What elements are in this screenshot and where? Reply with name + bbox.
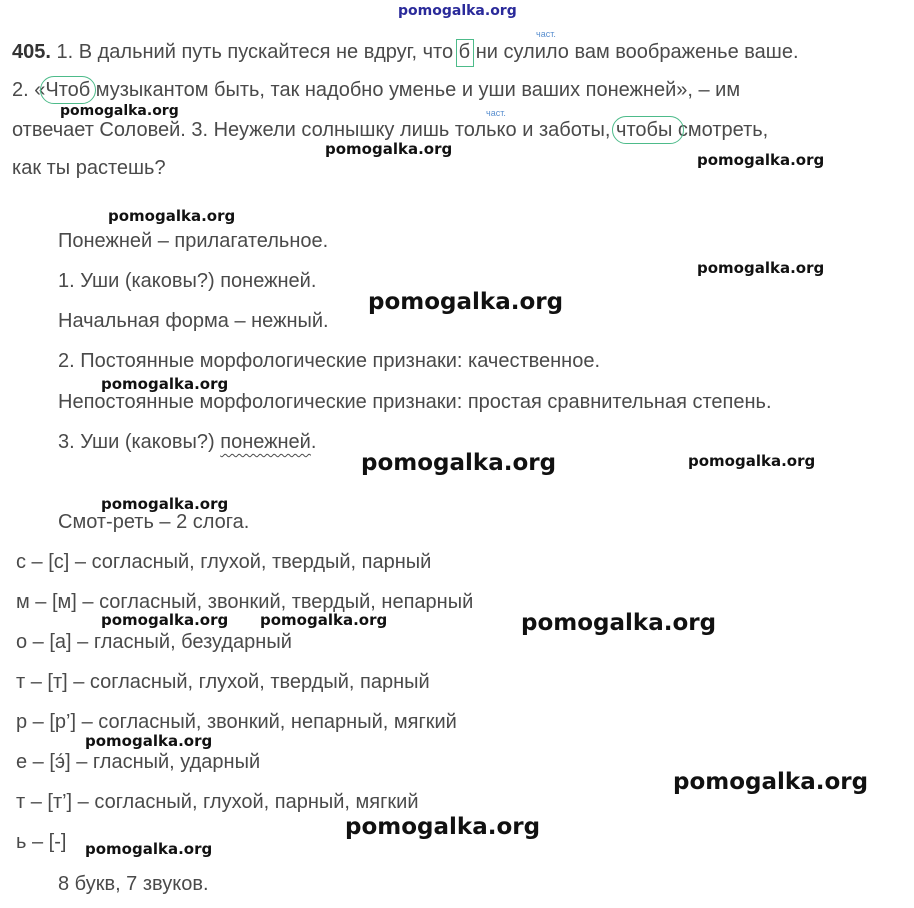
analysis-line-6-word: понежней	[220, 431, 311, 453]
chtoby-oval	[612, 116, 684, 144]
chtob-oval	[40, 76, 96, 104]
phonetic-title: Смот-реть – 2 слога.	[58, 511, 250, 533]
analysis-line-1: Понежней – прилагательное.	[58, 230, 329, 252]
watermark-top: pomogalka.org	[398, 3, 517, 19]
phonetic-row: е – [э́] – гласный, ударный	[16, 751, 261, 773]
exercise-line-4: как ты растешь?	[12, 157, 166, 179]
phonetic-row: т – [т’] – согласный, глухой, парный, мягкий	[16, 791, 419, 813]
watermark: pomogalka.org	[260, 611, 388, 629]
watermark: pomogalka.org	[101, 611, 229, 629]
watermark: pomogalka.org	[345, 814, 541, 840]
watermark: pomogalka.org	[697, 259, 825, 277]
phonetic-row: р – [р’] – согласный, звонкий, непарный, мягкий	[16, 711, 457, 733]
particle-box	[456, 39, 474, 67]
analysis-line-6	[58, 430, 316, 454]
analysis-line-6-prefix: 3. Уши (каковы?)	[58, 431, 221, 453]
particle-mark-1: част.	[536, 29, 556, 39]
phonetic-row: ь – [-]	[16, 831, 67, 853]
phonetic-row: м – [м] – согласный, звонкий, твердый, непарный	[16, 591, 474, 613]
watermark: pomogalka.org	[688, 452, 816, 470]
phonetic-summary: 8 букв, 7 звуков.	[58, 873, 209, 895]
watermark: pomogalka.org	[85, 732, 213, 750]
analysis-line-6-suffix: .	[310, 431, 317, 453]
exercise-number: 405.	[12, 41, 51, 63]
watermark: pomogalka.org	[101, 375, 229, 393]
exercise-line-3: отвечает Соловей. 3. Неужели солнышку лишь только и заботы, чтобы смотреть,	[12, 118, 768, 142]
exercise-line-1-text: 1. В дальний путь пускайтеся не вдруг, что б ни сулило вам воображенье ваше.	[57, 41, 799, 63]
watermark: pomogalka.org	[101, 495, 229, 513]
phonetic-row: т – [т] – согласный, глухой, твердый, парный	[16, 671, 430, 693]
analysis-line-3: Начальная форма – нежный.	[58, 310, 329, 332]
watermark: pomogalka.org	[673, 769, 869, 795]
watermark: pomogalka.org	[697, 151, 825, 169]
exercise-line-2: 2. «Чтоб музыкантом быть, так надобно уменье и уши ваших понежней», – им	[12, 78, 740, 102]
watermark: pomogalka.org	[521, 610, 717, 636]
particle-mark-2: част.	[486, 108, 506, 118]
watermark: pomogalka.org	[325, 140, 453, 158]
watermark: pomogalka.org	[60, 103, 179, 119]
watermark: pomogalka.org	[85, 840, 213, 858]
analysis-line-5: Непостоянные морфологические признаки: простая сравнительная степень.	[58, 391, 772, 413]
watermark: pomogalka.org	[108, 207, 236, 225]
phonetic-row: с – [с] – согласный, глухой, твердый, парный	[16, 551, 432, 573]
exercise-line-1	[12, 40, 799, 64]
analysis-line-2: 1. Уши (каковы?) понежней.	[58, 270, 317, 292]
analysis-line-4: 2. Постоянные морфологические признаки: качественное.	[58, 350, 601, 372]
phonetic-row: о – [а] – гласный, безударный	[16, 631, 292, 653]
watermark: pomogalka.org	[361, 450, 557, 476]
watermark: pomogalka.org	[368, 289, 564, 315]
